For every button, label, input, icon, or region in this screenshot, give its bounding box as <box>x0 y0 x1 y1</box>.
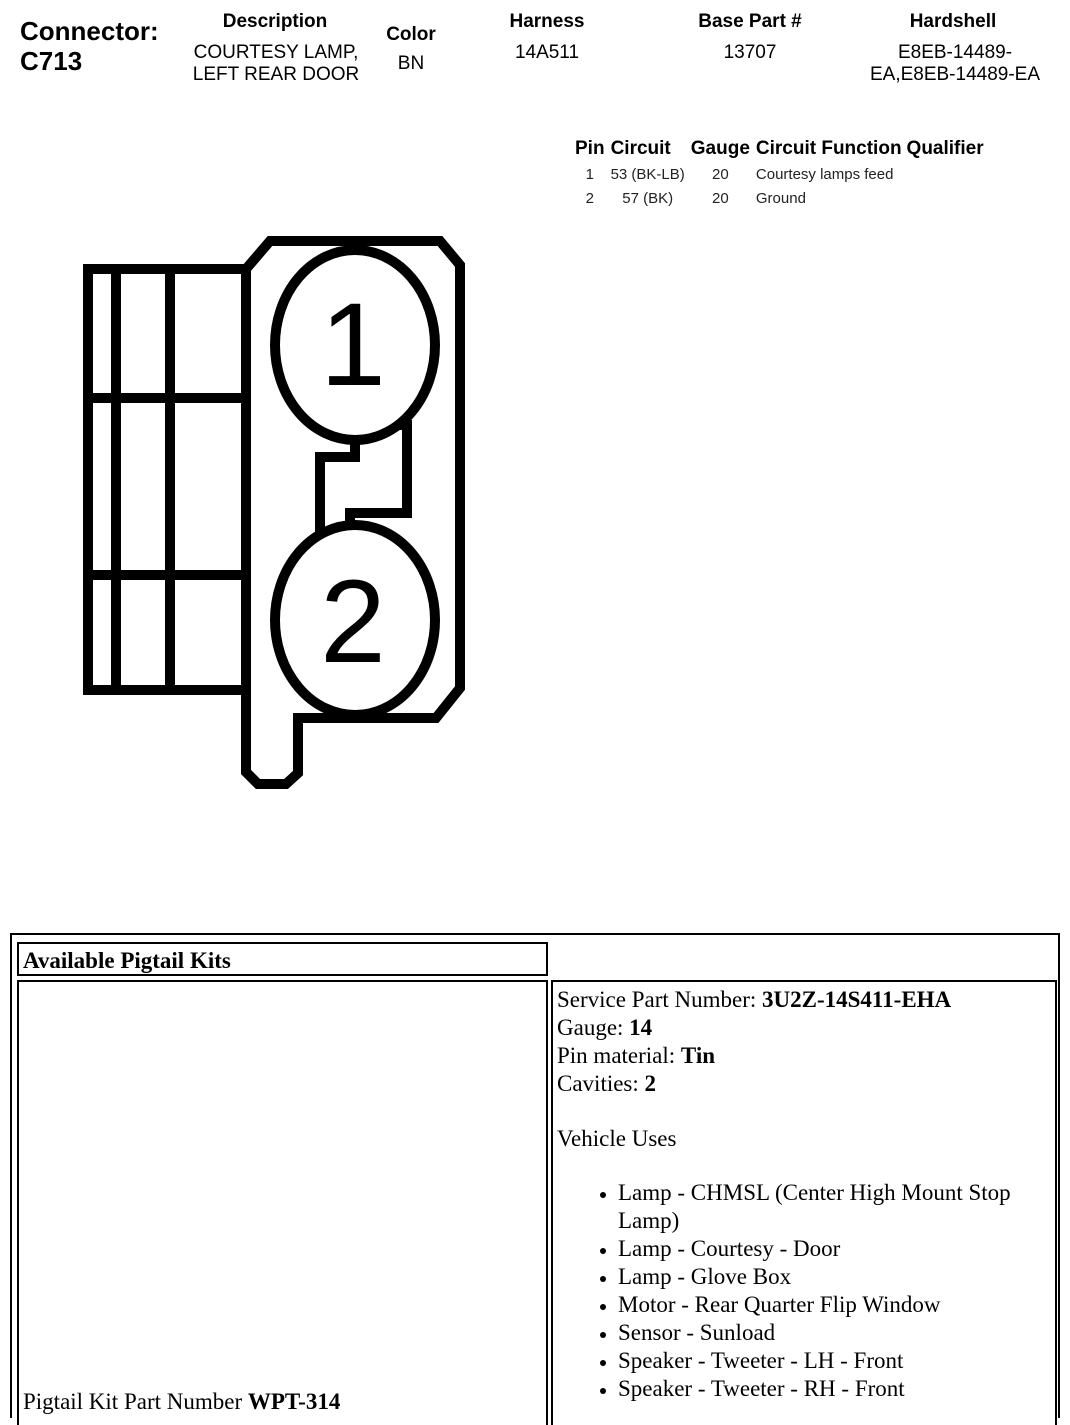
gauge-row <box>557 1014 1052 1042</box>
harness-header: Harness <box>509 11 585 32</box>
cavities-value: 2 <box>644 1071 657 1096</box>
list-item: • Speaker - Tweeter - RH - Front <box>618 1375 1052 1403</box>
connector-face-diagram <box>70 225 480 795</box>
function-cell: Courtesy lamps feed <box>755 165 894 183</box>
list-item: • Lamp - CHMSL (Center High Mount Stop Lamp) <box>618 1179 1052 1235</box>
gauge-column-header: Gauge <box>690 138 750 159</box>
table-row <box>572 162 987 186</box>
connector-id: C713 <box>20 46 83 76</box>
pigtail-image-cell <box>17 980 548 1425</box>
circuit-column-header: Circuit <box>610 138 671 159</box>
list-item: • Speaker - Tweeter - LH - Front <box>618 1347 1052 1375</box>
cavities-row <box>557 1070 1052 1098</box>
pigtail-specs <box>557 986 1052 1403</box>
harness-value: 14A511 <box>514 42 580 63</box>
pin-2-label: 2 <box>320 556 386 688</box>
pin-cell: 1 <box>585 165 594 183</box>
list-item: • Lamp - Courtesy - Door <box>618 1235 1052 1263</box>
list-item: • Sensor - Sunload <box>618 1319 1052 1347</box>
kit-part-value: WPT-314 <box>247 1389 341 1414</box>
gauge-value: 14 <box>629 1015 653 1040</box>
base-part-header: Base Part # <box>698 11 802 32</box>
base-part-value: 13707 <box>723 42 777 63</box>
latch-block <box>88 269 244 690</box>
hardshell-header: Hardshell <box>909 11 997 32</box>
pigtail-title-cell <box>17 942 548 976</box>
description-header: Description <box>222 11 328 32</box>
pin-material-row <box>557 1042 1052 1070</box>
pigtail-title: Available Pigtail Kits <box>23 948 231 973</box>
function-column-header: Circuit Function <box>755 138 902 159</box>
kit-part-label: Pigtail Kit Part Number <box>23 1389 248 1414</box>
gauge-label: Gauge: <box>557 1015 630 1040</box>
pin-1-label: 1 <box>320 279 386 411</box>
circuit-cell: 57 (BK) <box>622 189 674 207</box>
list-item: • Lamp - Glove Box <box>618 1263 1052 1291</box>
pin-cell: 2 <box>585 189 594 207</box>
hardshell-line-2: EA,E8EB-14489-EA <box>869 64 1041 85</box>
gauge-cell: 20 <box>711 165 729 183</box>
pigtail-kit-part-number <box>23 1389 340 1415</box>
hardshell-value <box>850 42 1060 86</box>
qualifier-cell <box>902 186 987 210</box>
qualifier-column-header: Qualifier <box>906 138 984 159</box>
circuit-cell: 53 (BK-LB) <box>610 165 685 183</box>
description-line-2: LEFT REAR DOOR <box>192 64 360 85</box>
qualifier-cell <box>902 162 987 186</box>
color-header: Color <box>386 24 436 45</box>
connector-label: Connector: <box>20 16 159 46</box>
description-line-1: COURTESY LAMP, <box>193 42 359 63</box>
gauge-cell: 20 <box>711 189 729 207</box>
connector-title <box>20 16 159 76</box>
pigtail-kits-table <box>10 933 1060 1418</box>
function-cell: Ground <box>755 189 806 207</box>
pin-material-label: Pin material: <box>557 1043 681 1068</box>
connector-header <box>0 0 1070 110</box>
table-row <box>572 186 987 210</box>
description-value <box>178 42 374 86</box>
cavities-label: Cavities: <box>557 1071 645 1096</box>
pin-table-header-row <box>572 136 987 162</box>
service-part-label: Service Part Number: <box>557 987 763 1012</box>
color-value: BN <box>397 53 425 74</box>
vehicle-uses-title: Vehicle Uses <box>557 1126 677 1151</box>
pin-material-value: Tin <box>680 1043 716 1068</box>
service-part-row <box>557 986 1052 1014</box>
list-item: • Motor - Rear Quarter Flip Window <box>618 1291 1052 1319</box>
service-part-value: 3U2Z-14S411-EHA <box>762 987 952 1012</box>
hardshell-line-1: E8EB-14489- <box>897 42 1013 63</box>
vehicle-uses-list <box>557 1179 1052 1403</box>
pin-table <box>572 136 987 210</box>
pin-column-header: Pin <box>575 138 605 159</box>
pigtail-details-cell <box>551 980 1057 1425</box>
